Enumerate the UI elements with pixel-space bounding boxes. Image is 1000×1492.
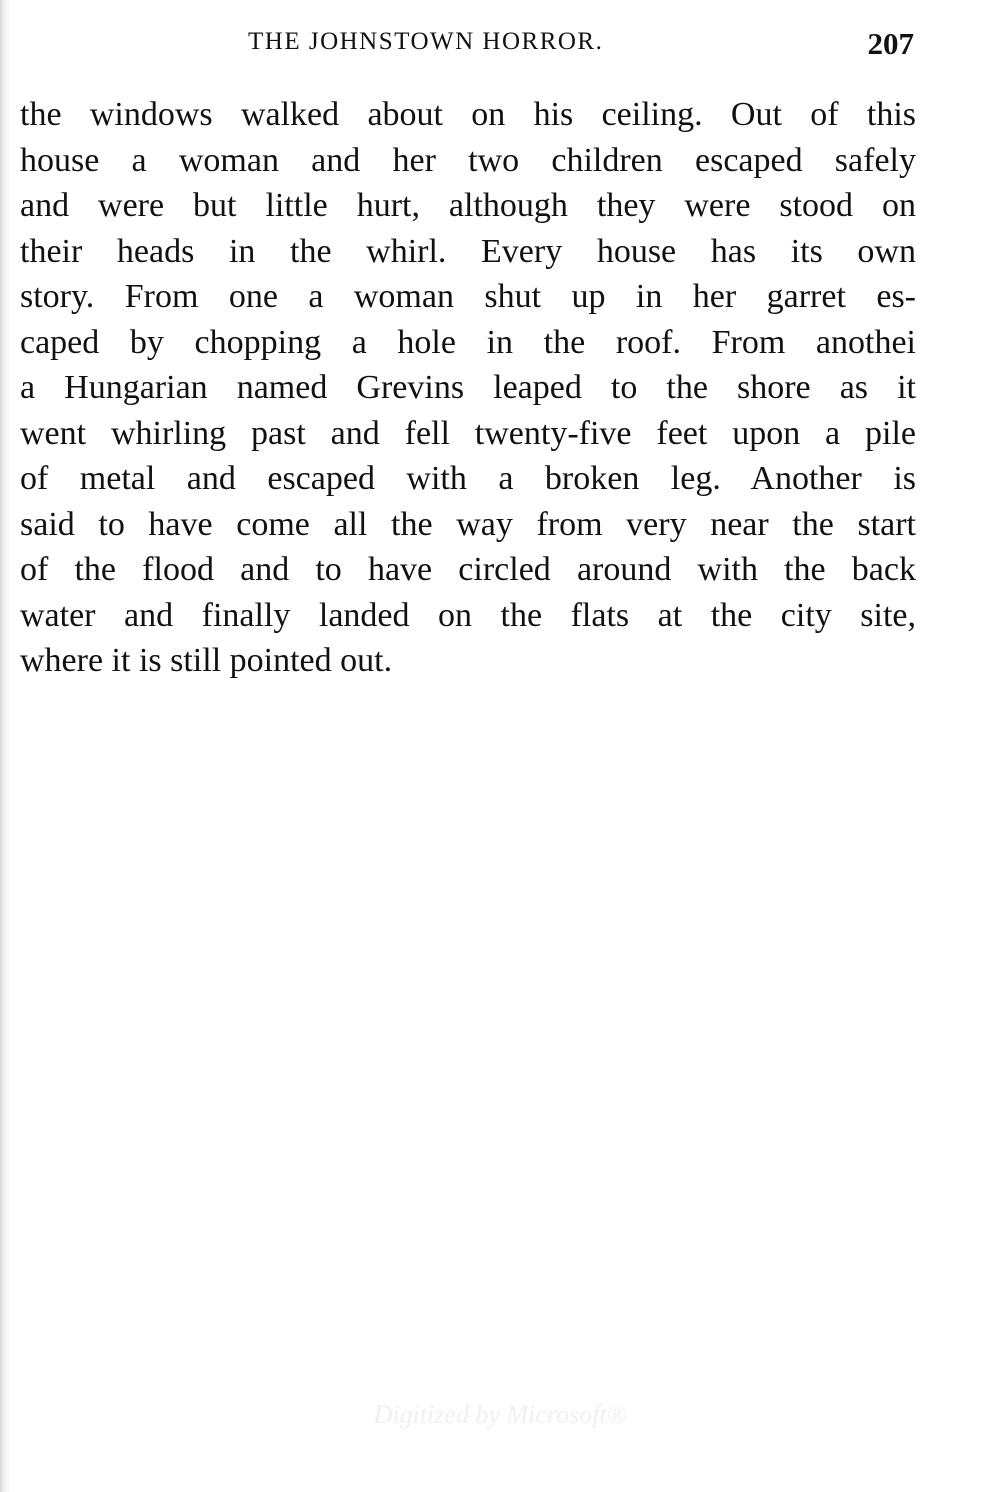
body-text bbox=[20, 92, 916, 684]
watermark: Digitized by Microsoft® bbox=[373, 1400, 627, 1429]
text-line: their heads in the whirl. Every house has its own bbox=[20, 232, 916, 270]
text-line: of the flood and to have circled around with the back bbox=[20, 551, 916, 588]
scan-edge bbox=[0, 0, 10, 1492]
text-line: water and finally landed on the flats at the city site, bbox=[20, 596, 916, 634]
text-line: story. From one a woman shut up in her garret es- bbox=[20, 278, 916, 315]
text-line: the windows walked about on his ceiling. Out of this bbox=[20, 96, 916, 133]
text-line: and were but little hurt, although they were stood on bbox=[20, 187, 916, 224]
page-number: 207 bbox=[867, 26, 914, 61]
text-line: of metal and escaped with a broken leg. Another is bbox=[20, 460, 916, 497]
text-line: said to have come all the way from very near the start bbox=[20, 505, 916, 543]
text-line: went whirling past and fell twenty-five feet upon a pile bbox=[20, 414, 916, 452]
text-line: house a woman and her two children escaped safely bbox=[20, 141, 916, 179]
text-line: a Hungarian named Grevins leaped to the shore as it bbox=[20, 369, 916, 406]
text-line: where it is still pointed out. bbox=[20, 642, 393, 679]
text-line: caped by chopping a hole in the roof. From anothei bbox=[20, 323, 916, 361]
running-title: THE JOHNSTOWN HORROR. bbox=[248, 28, 604, 55]
